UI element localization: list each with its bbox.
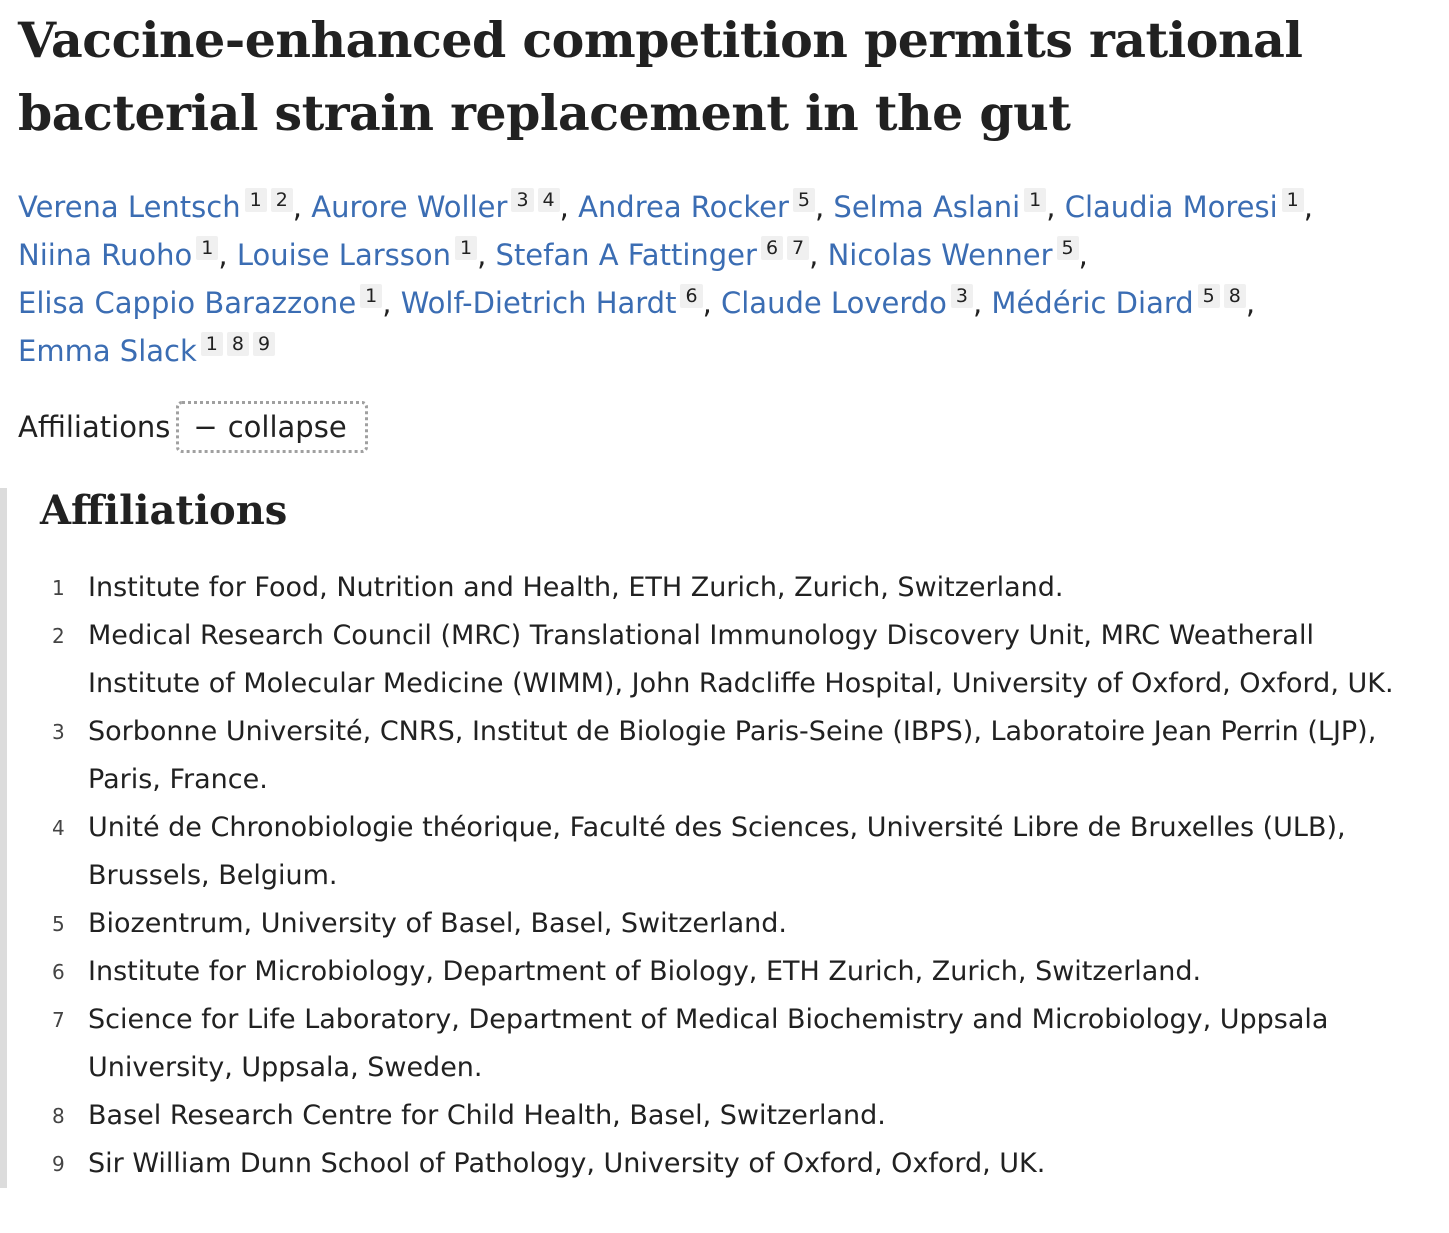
author-separator: , <box>1245 286 1256 320</box>
affiliation-item <box>40 996 1425 1092</box>
author-entry <box>237 238 487 272</box>
author-separator: , <box>559 190 569 224</box>
affiliation-ref-badge[interactable]: 1 <box>1024 188 1046 212</box>
author-entry <box>18 286 391 320</box>
affiliation-item <box>40 612 1425 708</box>
affiliation-ref-badge[interactable]: 1 <box>201 332 223 356</box>
affiliation-item <box>40 1092 1425 1140</box>
author-separator: , <box>382 286 392 320</box>
affiliation-number: 7 <box>52 1008 65 1032</box>
affiliation-item <box>40 1140 1425 1188</box>
affiliation-text: Institute for Microbiology, Department of Biology, ETH Zurich, Zurich, Switzerland. <box>88 956 1202 987</box>
affiliation-number: 9 <box>52 1152 65 1176</box>
author-name-link[interactable]: Louise Larsson <box>236 238 451 272</box>
affiliation-number: 2 <box>52 624 65 648</box>
affiliation-ref-badge[interactable]: 6 <box>761 236 783 260</box>
affiliations-label: Affiliations <box>18 410 171 444</box>
affiliations-heading: Affiliations <box>40 487 288 534</box>
author-entry <box>496 238 819 272</box>
article-title: Vaccine-enhanced competition permits rational bacterial strain replacement in the gut <box>18 11 1303 142</box>
author-name-link[interactable]: Selma Aslani <box>833 190 1021 224</box>
affiliation-item <box>40 804 1425 900</box>
author-entry <box>578 190 824 224</box>
affiliation-number: 5 <box>52 912 65 936</box>
affiliations-collapse-button[interactable] <box>176 401 367 453</box>
affiliation-item <box>40 564 1425 612</box>
author-name-link[interactable]: Niina Ruoho <box>18 238 193 272</box>
author-separator: , <box>814 190 825 224</box>
author-separator: , <box>809 238 819 272</box>
affiliation-item <box>40 900 1425 948</box>
author-entry <box>18 334 275 368</box>
author-separator: , <box>218 238 228 272</box>
affiliation-item <box>40 948 1425 996</box>
affiliation-ref-badge[interactable]: 6 <box>680 284 702 308</box>
affiliations-list <box>40 564 1425 1188</box>
author-name-link[interactable]: Emma Slack <box>18 334 197 368</box>
affiliation-ref-badge[interactable]: 5 <box>793 188 815 212</box>
author-name-link[interactable]: Aurore Woller <box>311 190 508 224</box>
affiliation-ref-badge[interactable]: 8 <box>1224 284 1246 308</box>
affiliation-ref-badge[interactable]: 1 <box>1282 188 1304 212</box>
affiliation-number: 6 <box>52 960 65 984</box>
author-separator: , <box>1078 238 1088 272</box>
affiliation-ref-badge[interactable]: 4 <box>538 188 560 212</box>
author-entry <box>18 238 228 272</box>
author-separator: , <box>1303 190 1313 224</box>
author-separator: , <box>1046 190 1056 224</box>
affiliation-ref-badge[interactable]: 3 <box>951 284 973 308</box>
affiliations-panel <box>0 488 1425 1188</box>
affiliation-number: 3 <box>52 720 65 744</box>
article-header <box>18 0 1443 453</box>
affiliation-text: Medical Research Council (MRC) Translational Immunology Discovery Unit, MRC Weatherall Institute of Molecular Medicine (WIMM), John Radcliffe Hospital, University of Oxford, Oxford, UK. <box>88 620 1394 699</box>
affiliation-ref-badge[interactable]: 1 <box>455 236 477 260</box>
affiliation-ref-badge[interactable]: 7 <box>787 236 809 260</box>
affiliation-ref-badge[interactable]: 5 <box>1057 236 1079 260</box>
author-separator: , <box>702 286 712 320</box>
affiliation-ref-badge[interactable]: 1 <box>196 236 218 260</box>
affiliation-text: Science for Life Laboratory, Department of Medical Biochemistry and Microbiology, Uppsala University, Uppsala, Sweden. <box>88 1004 1329 1083</box>
affiliation-text: Sorbonne Université, CNRS, Institut de Biologie Paris-Seine (IBPS), Laboratoire Jean Perrin (LJP), Paris, France. <box>88 716 1377 795</box>
affiliation-number: 1 <box>52 576 65 600</box>
affiliation-text: Institute for Food, Nutrition and Health, ETH Zurich, Zurich, Switzerland. <box>88 572 1064 603</box>
affiliation-ref-badge[interactable]: 8 <box>227 332 249 356</box>
affiliation-text: Unité de Chronobiologie théorique, Faculté des Sciences, Université Libre de Bruxelles (ULB), Brussels, Belgium. <box>88 812 1346 891</box>
author-entry <box>311 190 569 224</box>
affiliation-number: 4 <box>52 816 65 840</box>
affiliation-ref-badge[interactable]: 3 <box>511 188 533 212</box>
affiliation-text: Biozentrum, University of Basel, Basel, Switzerland. <box>88 908 787 939</box>
collapse-button-label: collapse <box>227 410 347 444</box>
affiliation-ref-badge[interactable]: 1 <box>245 188 267 212</box>
affiliation-ref-badge[interactable]: 9 <box>253 332 275 356</box>
author-separator: , <box>477 238 487 272</box>
author-entry <box>721 286 982 320</box>
author-name-link[interactable]: Elisa Cappio Barazzone <box>18 286 357 320</box>
author-name-link[interactable]: Claude Loverdo <box>721 286 947 320</box>
author-name-link[interactable]: Stefan A Fattinger <box>495 238 757 272</box>
affiliation-text: Sir William Dunn School of Pathology, University of Oxford, Oxford, UK. <box>88 1148 1046 1179</box>
author-entry <box>1065 190 1313 224</box>
affiliation-item <box>40 708 1425 804</box>
author-separator: , <box>972 286 983 320</box>
affiliation-ref-badge[interactable]: 2 <box>271 188 293 212</box>
author-entry <box>991 286 1255 320</box>
author-name-link[interactable]: Wolf-Dietrich Hardt <box>400 286 677 320</box>
author-name-link[interactable]: Médéric Diard <box>991 286 1194 320</box>
affiliations-toggle-row <box>18 401 1443 453</box>
author-entry <box>401 286 712 320</box>
author-name-link[interactable]: Andrea Rocker <box>578 190 789 224</box>
author-name-link[interactable]: Claudia Moresi <box>1064 190 1278 224</box>
affiliation-text: Basel Research Centre for Child Health, Basel, Switzerland. <box>88 1100 886 1131</box>
author-entry <box>833 190 1055 224</box>
affiliation-ref-badge[interactable]: 5 <box>1198 284 1220 308</box>
author-separator: , <box>292 190 303 224</box>
affiliation-ref-badge[interactable]: 1 <box>360 284 382 308</box>
author-name-link[interactable]: Verena Lentsch <box>18 190 241 224</box>
affiliation-number: 8 <box>52 1104 65 1128</box>
author-entry <box>18 190 302 224</box>
author-list <box>18 183 1443 375</box>
minus-icon: − <box>193 410 218 444</box>
author-name-link[interactable]: Nicolas Wenner <box>827 238 1053 272</box>
author-entry <box>828 238 1088 272</box>
